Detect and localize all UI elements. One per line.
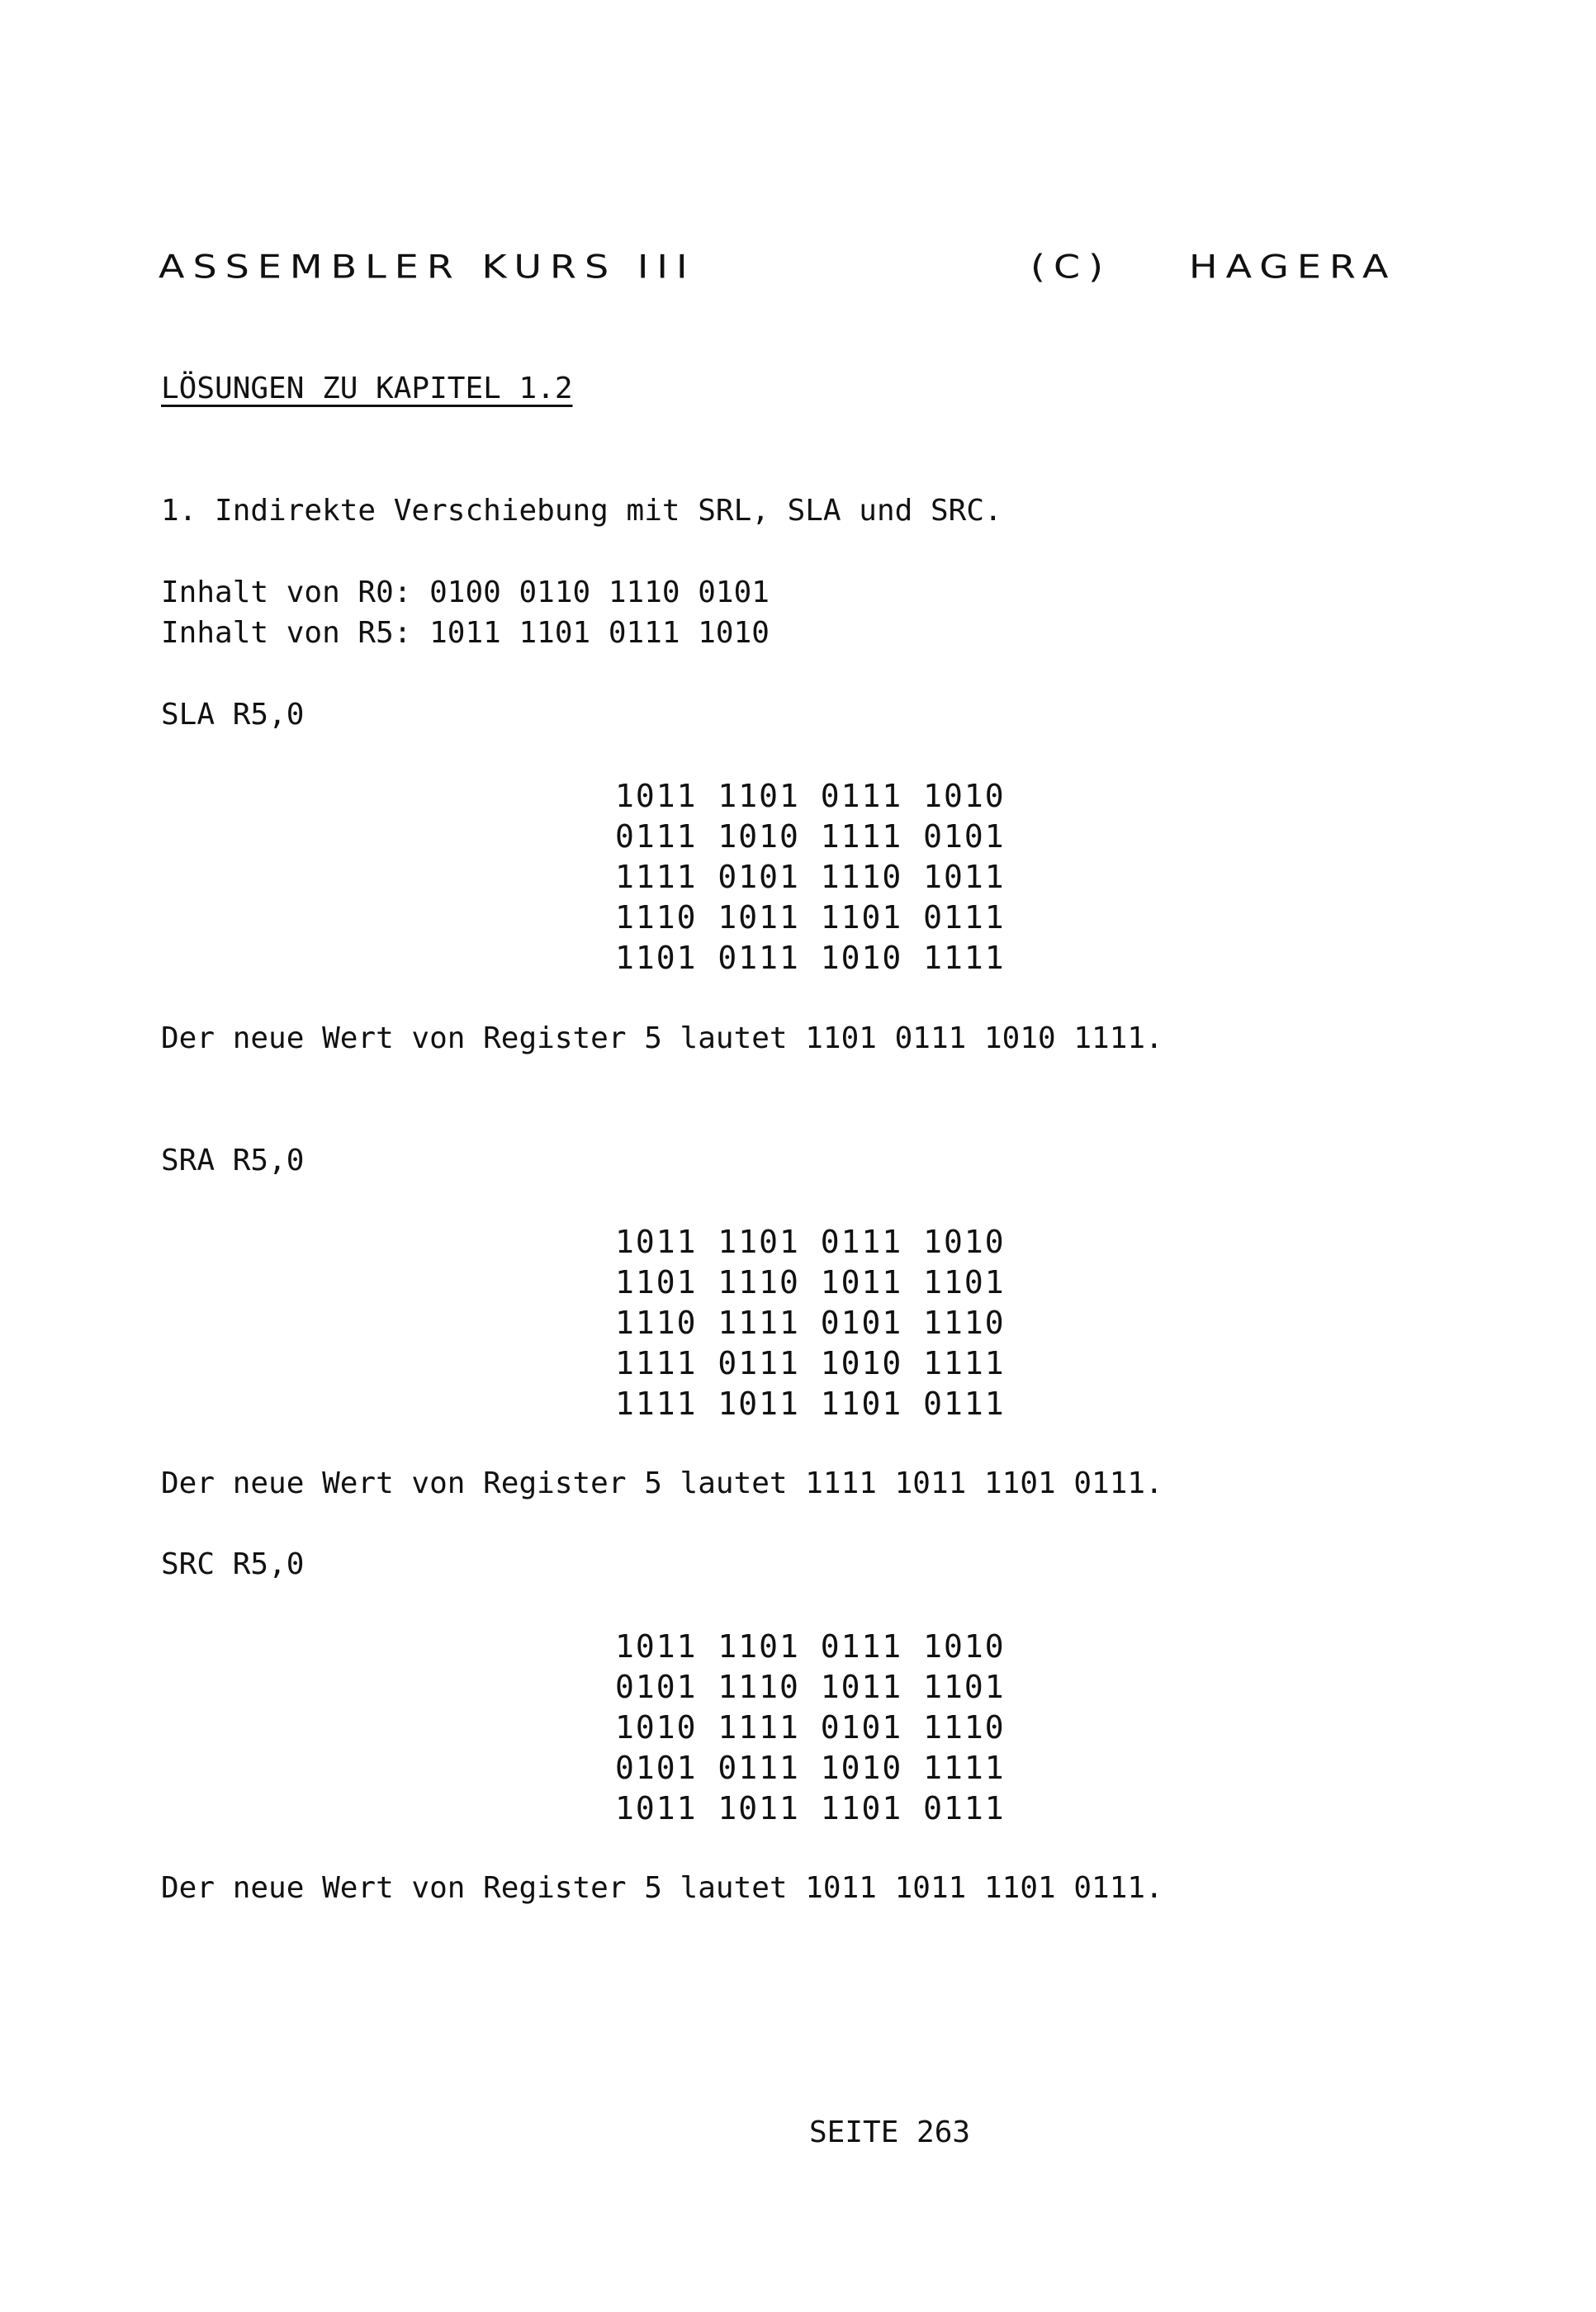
document-header-author: HAGERA xyxy=(1189,248,1397,286)
instruction-sla: SLA R5,0 xyxy=(161,698,305,732)
shift-row: 1011 1011 1101 0111 xyxy=(615,1790,1006,1826)
shift-row: 1011 1101 0111 1010 xyxy=(615,778,1006,814)
instruction-src: SRC R5,0 xyxy=(161,1547,305,1581)
shift-row: 0101 0111 1010 1111 xyxy=(615,1750,1006,1786)
shift-row: 1010 1111 0101 1110 xyxy=(615,1709,1006,1746)
section-title: LÖSUNGEN ZU KAPITEL 1.2 xyxy=(161,372,573,405)
shift-row: 1110 1111 0101 1110 xyxy=(615,1305,1006,1341)
input-line-r5: Inhalt von R5: 1011 1101 0111 1010 xyxy=(161,616,770,650)
shift-row: 1111 1011 1101 0111 xyxy=(615,1386,1006,1422)
page-number: SEITE 263 xyxy=(809,2115,971,2149)
instruction-sra: SRA R5,0 xyxy=(161,1144,305,1177)
shift-row: 0101 1110 1011 1101 xyxy=(615,1669,1006,1705)
shift-row: 1101 0111 1010 1111 xyxy=(615,940,1006,976)
input-line-r0: Inhalt von R0: 0100 0110 1110 0101 xyxy=(161,576,770,609)
shift-row: 1101 1110 1011 1101 xyxy=(615,1264,1006,1300)
document-header-title: ASSEMBLER KURS III xyxy=(159,248,696,286)
result-line-sra: Der neue Wert von Register 5 lautet 1111 1011 1101 0111. xyxy=(161,1466,1163,1500)
result-line-sla: Der neue Wert von Register 5 lautet 1101 0111 1010 1111. xyxy=(161,1021,1163,1055)
shift-row: 1111 0101 1110 1011 xyxy=(615,859,1006,895)
shift-row: 1011 1101 0111 1010 xyxy=(615,1224,1006,1260)
shift-row: 1110 1011 1101 0111 xyxy=(615,899,1006,936)
task-heading: 1. Indirekte Verschiebung mit SRL, SLA und SRC. xyxy=(161,494,1002,528)
result-line-src: Der neue Wert von Register 5 lautet 1011 1011 1101 0111. xyxy=(161,1871,1163,1905)
shift-row: 1011 1101 0111 1010 xyxy=(615,1628,1006,1665)
shift-row: 0111 1010 1111 0101 xyxy=(615,818,1006,855)
shift-row: 1111 0111 1010 1111 xyxy=(615,1345,1006,1381)
document-header-copyright: (C) xyxy=(1030,248,1112,286)
